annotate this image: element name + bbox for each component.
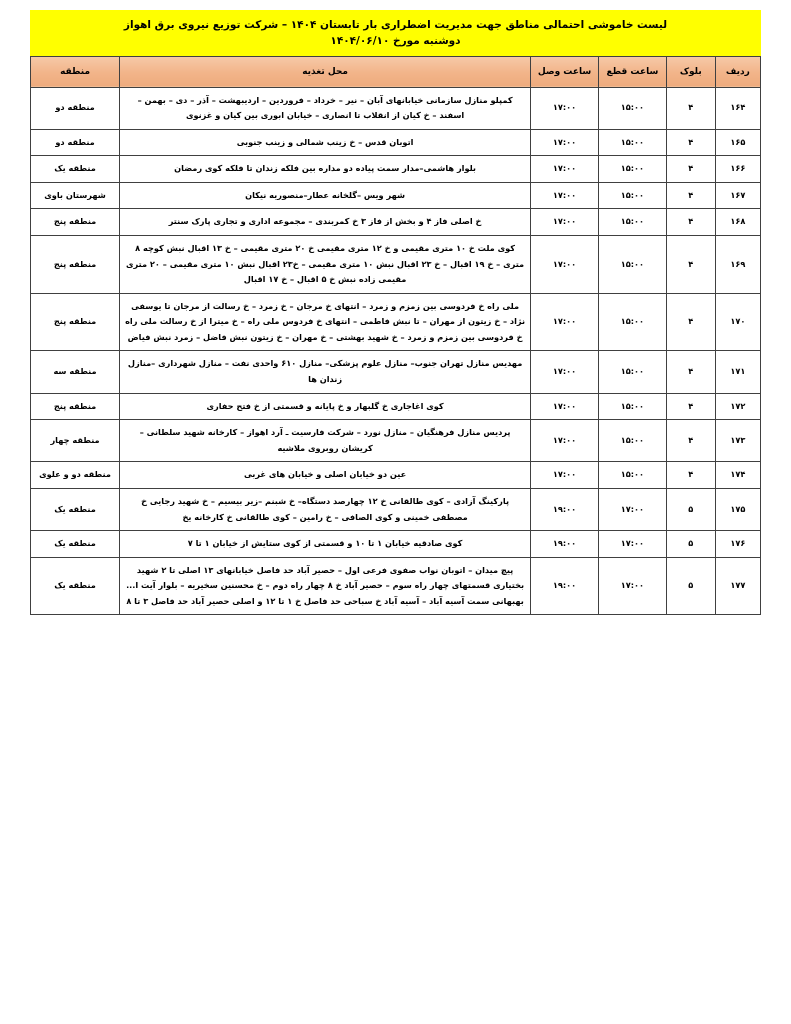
column-header-radif: ردیف [715, 56, 760, 87]
cell-region: منطقه یک [31, 531, 120, 558]
cell-on: ۱۷:۰۰ [531, 420, 599, 462]
outage-table [30, 56, 761, 616]
table-row [31, 236, 761, 294]
cell-feed: خ اصلی فاز ۴ و بخش از فاز ۳ خ کمربندی – مجموعه اداری و تجاری پارک سنتر [120, 209, 531, 236]
cell-off: ۱۵:۰۰ [598, 420, 666, 462]
cell-on: ۱۷:۰۰ [531, 462, 599, 489]
cell-on: ۱۷:۰۰ [531, 236, 599, 294]
cell-block: ۴ [666, 462, 715, 489]
table-row [31, 182, 761, 209]
cell-region: منطقه یک [31, 557, 120, 615]
table-row [31, 351, 761, 393]
cell-off: ۱۵:۰۰ [598, 129, 666, 156]
cell-off: ۱۷:۰۰ [598, 557, 666, 615]
cell-region: منطقه پنج [31, 393, 120, 420]
cell-off: ۱۷:۰۰ [598, 488, 666, 530]
cell-block: ۴ [666, 393, 715, 420]
table-row [31, 462, 761, 489]
cell-feed: مهدیس منازل تهران جنوب– منازل علوم پزشکی– منازل ۶۱۰ واحدی نفت – منازل شهرداری –منازل زندان ها [120, 351, 531, 393]
cell-on: ۱۷:۰۰ [531, 87, 599, 129]
table-header-row [31, 56, 761, 87]
cell-region: منطقه چهار [31, 420, 120, 462]
cell-on: ۱۷:۰۰ [531, 156, 599, 183]
cell-on: ۱۷:۰۰ [531, 351, 599, 393]
cell-block: ۵ [666, 531, 715, 558]
cell-off: ۱۵:۰۰ [598, 393, 666, 420]
cell-off: ۱۵:۰۰ [598, 351, 666, 393]
cell-off: ۱۷:۰۰ [598, 531, 666, 558]
column-header-off: ساعت قطع [598, 56, 666, 87]
cell-region: شهرستان باوی [31, 182, 120, 209]
cell-off: ۱۵:۰۰ [598, 209, 666, 236]
table-header [31, 56, 761, 87]
table-row [31, 557, 761, 615]
cell-feed: کوی ملت خ ۱۰ متری مقیمی و خ ۱۲ متری مقیمی خ ۲۰ متری مقیمی – خ ۱۳ اقبال نبش کوچه ۸ متری – خ ۱۹ اقبال – خ ۲۳ اقبال نبش ۱۰ متری مقیمی – خ۲۳ اقبال نبش ۱۰ متری مقیمی – ۲۰ متری مقیمی زاده نبش خ ۵ اقبال – خ ۱۷ اقبال [120, 236, 531, 294]
cell-region: منطقه یک [31, 488, 120, 530]
cell-radif: ۱۶۵ [715, 129, 760, 156]
cell-radif: ۱۶۷ [715, 182, 760, 209]
document-title-line-2: دوشنبه مورخ ۱۴۰۴/۰۶/۱۰ [330, 35, 461, 48]
table-row [31, 293, 761, 351]
cell-block: ۴ [666, 293, 715, 351]
cell-radif: ۱۶۸ [715, 209, 760, 236]
column-header-region: منطقه [31, 56, 120, 87]
cell-feed: پردیس منازل فرهنگیان – منازل نورد – شرکت فارسیت ـ آرد اهواز – کارخانه شهید سلطانی – کریشان روبروی ملاشیه [120, 420, 531, 462]
cell-feed: ملی راه خ فردوسی بین زمزم و زمرد – انتهای خ مرجان – خ زمرد – خ رسالت از مرجان تا یوسفی نژاد – خ زیتون از مهران – تا نبش فاطمی – انتهای خ فردوس ملی راه – خ میترا از خ رسالت ملی راه خ فردوسی بین زمزم و زمرد – خ شهید بهشتی – خ مهران – خ زیتون نبش فاضل – زمرد نبش فیاض [120, 293, 531, 351]
cell-region: منطقه دو [31, 87, 120, 129]
cell-radif: ۱۷۴ [715, 462, 760, 489]
cell-radif: ۱۶۴ [715, 87, 760, 129]
column-header-on: ساعت وصل [531, 56, 599, 87]
cell-region: منطقه پنج [31, 293, 120, 351]
cell-on: ۱۹:۰۰ [531, 488, 599, 530]
cell-radif: ۱۶۶ [715, 156, 760, 183]
table-row [31, 156, 761, 183]
cell-radif: ۱۷۲ [715, 393, 760, 420]
cell-radif: ۱۷۷ [715, 557, 760, 615]
cell-block: ۴ [666, 420, 715, 462]
cell-on: ۱۷:۰۰ [531, 209, 599, 236]
table-row [31, 129, 761, 156]
cell-on: ۱۹:۰۰ [531, 531, 599, 558]
table-row [31, 87, 761, 129]
cell-off: ۱۵:۰۰ [598, 462, 666, 489]
table-row [31, 393, 761, 420]
cell-feed: اتوبان قدس – خ زینب شمالی و زینب جنوبی [120, 129, 531, 156]
table-row [31, 420, 761, 462]
cell-region: منطقه سه [31, 351, 120, 393]
cell-radif: ۱۷۱ [715, 351, 760, 393]
title-banner [30, 10, 761, 56]
table-row [31, 531, 761, 558]
cell-on: ۱۹:۰۰ [531, 557, 599, 615]
cell-feed: پارکینگ آزادی – کوی طالقانی خ ۱۲ چهارصد دستگاه– خ شبنم –زیر بیسیم – خ شهید رجایی خ مصطفی خمینی و کوی الصافی – خ رامین – کوی طالقانی خ کارخانه یخ [120, 488, 531, 530]
document-title-line-1: لیست خاموشی احتمالی مناطق جهت مدیریت اضطراری بار تابستان ۱۴۰۴ – شرکت توزیع نیروی برق اهواز [123, 19, 668, 31]
cell-feed: کمپلو منازل سازمانی خیابانهای آبان – نیر – خرداد – فروردین – اردیبهشت – آذر – دی – بهمن – اسفند – خ کیان از انقلاب تا انصاری – خیابان ابوری بین کیان و غزنوی [120, 87, 531, 129]
cell-block: ۵ [666, 488, 715, 530]
cell-block: ۴ [666, 209, 715, 236]
cell-on: ۱۷:۰۰ [531, 393, 599, 420]
cell-region: منطقه یک [31, 156, 120, 183]
cell-radif: ۱۷۳ [715, 420, 760, 462]
table-row [31, 209, 761, 236]
cell-feed: بلوار هاشمی–مدار سمت پیاده دو مداره بین فلکه زندان تا فلکه کوی رمضان [120, 156, 531, 183]
cell-feed: شهر ویس –گلخانه عطار–منصوریه نیکان [120, 182, 531, 209]
cell-off: ۱۵:۰۰ [598, 156, 666, 183]
table-row [31, 488, 761, 530]
cell-block: ۴ [666, 156, 715, 183]
cell-radif: ۱۶۹ [715, 236, 760, 294]
cell-region: منطقه پنج [31, 209, 120, 236]
cell-region: منطقه دو و علوی [31, 462, 120, 489]
column-header-block: بلوک [666, 56, 715, 87]
cell-region: منطقه دو [31, 129, 120, 156]
cell-off: ۱۵:۰۰ [598, 182, 666, 209]
cell-on: ۱۷:۰۰ [531, 293, 599, 351]
cell-block: ۴ [666, 351, 715, 393]
table-body [31, 87, 761, 615]
cell-feed: عین دو خیابان اصلی و خیابان های غربی [120, 462, 531, 489]
cell-off: ۱۵:۰۰ [598, 236, 666, 294]
cell-block: ۴ [666, 87, 715, 129]
cell-feed: کوی اغاجاری خ گلبهار و خ پایانه و قسمتی از خ فتح حفاری [120, 393, 531, 420]
cell-region: منطقه پنج [31, 236, 120, 294]
cell-block: ۴ [666, 129, 715, 156]
column-header-feed: محل تغذیه [120, 56, 531, 87]
cell-block: ۵ [666, 557, 715, 615]
cell-block: ۴ [666, 182, 715, 209]
cell-off: ۱۵:۰۰ [598, 293, 666, 351]
cell-radif: ۱۷۰ [715, 293, 760, 351]
cell-feed: کوی صادقیه خیابان ۱ تا ۱۰ و قسمتی از کوی ستایش از خیابان ۱ تا ۷ [120, 531, 531, 558]
cell-radif: ۱۷۶ [715, 531, 760, 558]
cell-radif: ۱۷۵ [715, 488, 760, 530]
cell-on: ۱۷:۰۰ [531, 129, 599, 156]
cell-on: ۱۷:۰۰ [531, 182, 599, 209]
cell-block: ۴ [666, 236, 715, 294]
cell-feed: پیچ میدان – اتوبان نواب صفوی فرعی اول – حصیر آباد حد فاصل خیابانهای ۱۳ اصلی تا ۲ شهید بختیاری قسمتهای چهار راه سوم – حصیر آباد خ ۸ چهار راه دوم – خ محسنین سخیریه – بلوار آیت ا... بهبهانی سمت آسیه آباد – آسیه آباد خ سباحی حد فاصل خ ۱ تا ۱۲ و اصلی حصیر آباد حد فاصل ۳ تا ۸ [120, 557, 531, 615]
cell-off: ۱۵:۰۰ [598, 87, 666, 129]
